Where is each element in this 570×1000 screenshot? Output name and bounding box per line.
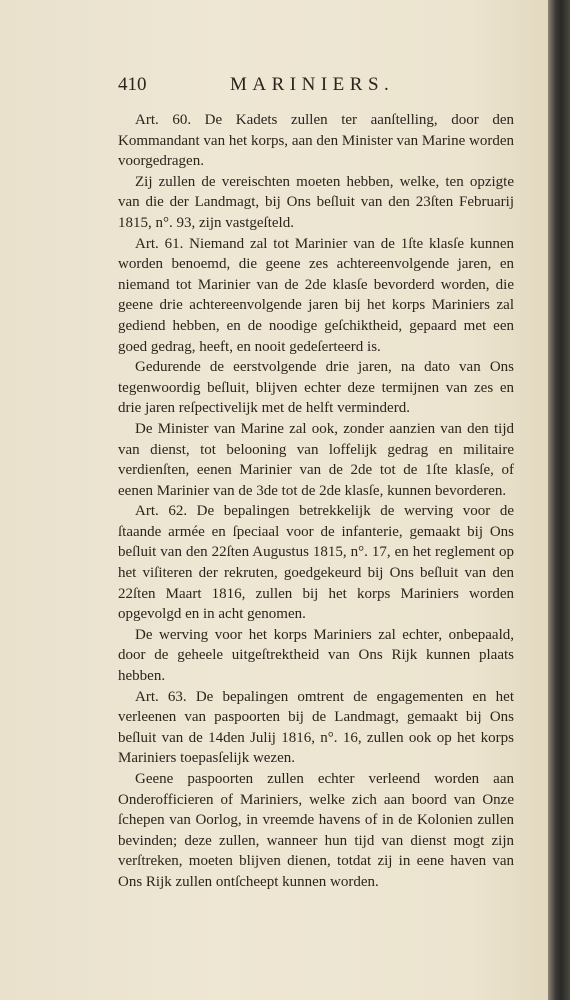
paragraph-art-62: Art. 62. De bepalingen betrekkelijk de werving voor de ſtaande armée en ſpeciaal voor de infanterie, gemaakt bij Ons beſluit van den 22ſten Augustus 1815, n°. 17, en het reglement op het viſiteren der rekruten, goedgekeurd bij Ons beſluit van den 22ſten Maart 1816, zullen bij het korps Mariniers worden opgevolgd en in acht genomen. xyxy=(118,503,514,623)
paragraph-art-61-promotion: De Minister van Marine zal ook, zonder aanzien van den tijd van dienst, tot belooning van loffelijk gedrag en militaire verdienſten, eenen Marinier van de 2de tot de 1ſte klasſe, of eenen Marinier van de 3de tot de 2de klasſe, kunnen bevorderen. xyxy=(118,420,514,499)
page-header xyxy=(118,74,518,104)
paragraph-art-61: Art. 61. Niemand zal tot Marinier van de 1ſte klasſe kunnen worden benoemd, die geene zes achtereenvolgende jaren, en niemand tot Marinier van de 2de klasſe bevorderd worden, die geene drie achtereenvolgende jaren bij het korps Mariniers zal gediend hebben, en de noodige geſchiktheid, gepaard met een goed gedrag, heeft, en nooit gedeſerteerd is. xyxy=(118,235,514,355)
paragraph-art-60: Art. 60. De Kadets zullen ter aanſtelling, door den Kommandant van het korps, aan den Minister van Marine worden voorgedragen. xyxy=(118,112,514,170)
paragraph-art-60-requirements: Zij zullen de vereischten moeten hebben, welke, ten opzigte van die der Landmagt, bij Ons beſluit van den 23ſten Februarij 1815, n°. 93, zijn vastgeſteld. xyxy=(118,173,514,231)
paragraph-art-62-recruitment: De werving voor het korps Mariniers zal echter, onbepaald, door de geheele uitgeſtrektheid van Ons Rijk kunnen plaats hebben. xyxy=(118,626,514,685)
running-title: MARINIERS. xyxy=(230,74,395,95)
body-text xyxy=(118,110,514,893)
paragraph-art-61-transition: Gedurende de eerstvolgende drie jaren, na dato van Ons tegenwoordig beſluit, blijven echter deze termijnen van zes en drie jaren reſpectivelijk met de helft verminderd. xyxy=(118,359,514,417)
book-spine xyxy=(548,0,570,1000)
page-number: 410 xyxy=(118,74,147,95)
paragraph-art-63-passports: Geene paspoorten zullen echter verleend worden aan Onderofficieren of Mariniers, welke zich aan boord van Onze ſchepen van Oorlog, in vreemde havens of in de Kolonien zullen bevinden; deze zullen, wanneer hun tijd van dienst mogt zijn verſtreken, moeten blijven dienen, totdat zij in eene haven van Ons Rijk zullen ontſcheept kunnen worden. xyxy=(118,771,514,890)
paragraph-art-63: Art. 63. De bepalingen omtrent de engagementen en het verleenen van paspoorten bij de Landmagt, gemaakt bij Ons beſluit van de 14den Julij 1816, n°. 16, zullen ook op het korps Mariniers toepasſelijk wezen. xyxy=(118,688,514,767)
